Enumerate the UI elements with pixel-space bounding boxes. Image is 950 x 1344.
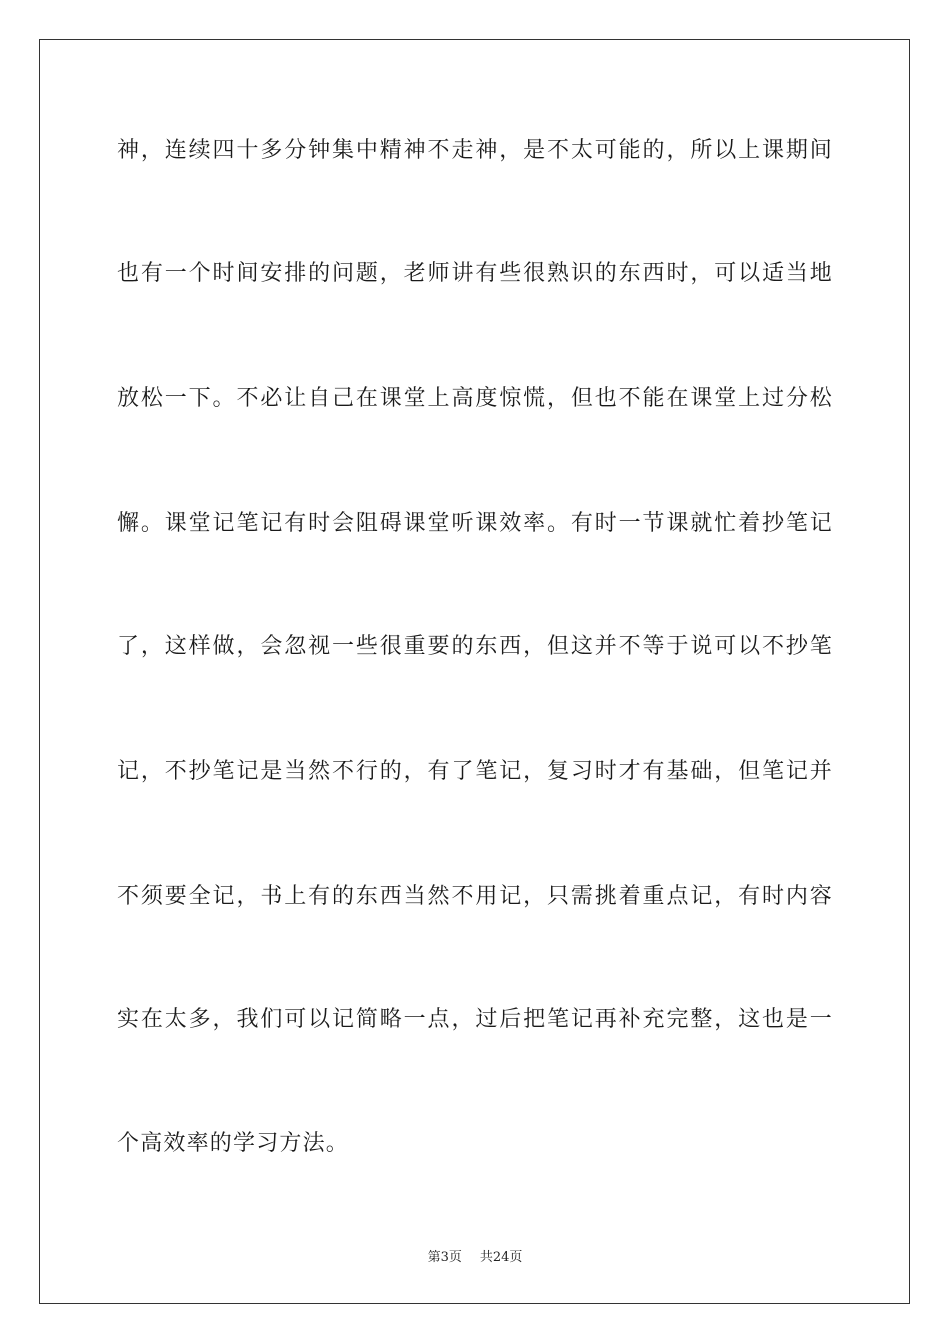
page-border [39,39,910,1304]
text-line: 不须要全记，书上有的东西当然不用记，只需挑着重点记，有时内容 [117,884,833,909]
text-line: 神，连续四十多分钟集中精神不走神，是不太可能的，所以上课期间 [117,138,833,163]
text-line: 放松一下。不必让自己在课堂上高度惊慌，但也不能在课堂上过分松 [117,386,833,411]
current-page-number: 第3页 [427,1250,462,1265]
text-line: 懈。课堂记笔记有时会阻碍课堂听课效率。有时一节课就忙着抄笔记 [117,511,833,536]
text-line: 记，不抄笔记是当然不行的，有了笔记，复习时才有基础，但笔记并 [117,759,833,784]
text-line: 也有一个时间安排的问题，老师讲有些很熟识的东西时，可以适当地 [117,261,833,286]
text-line: 实在太多，我们可以记简略一点，过后把笔记再补充完整，这也是一 [117,1007,833,1032]
text-line: 了，这样做，会忽视一些很重要的东西，但这并不等于说可以不抄笔 [117,634,833,659]
total-page-count: 共24页 [479,1250,523,1265]
page-footer [0,1246,950,1265]
text-line: 个高效率的学习方法。 [117,1131,350,1156]
